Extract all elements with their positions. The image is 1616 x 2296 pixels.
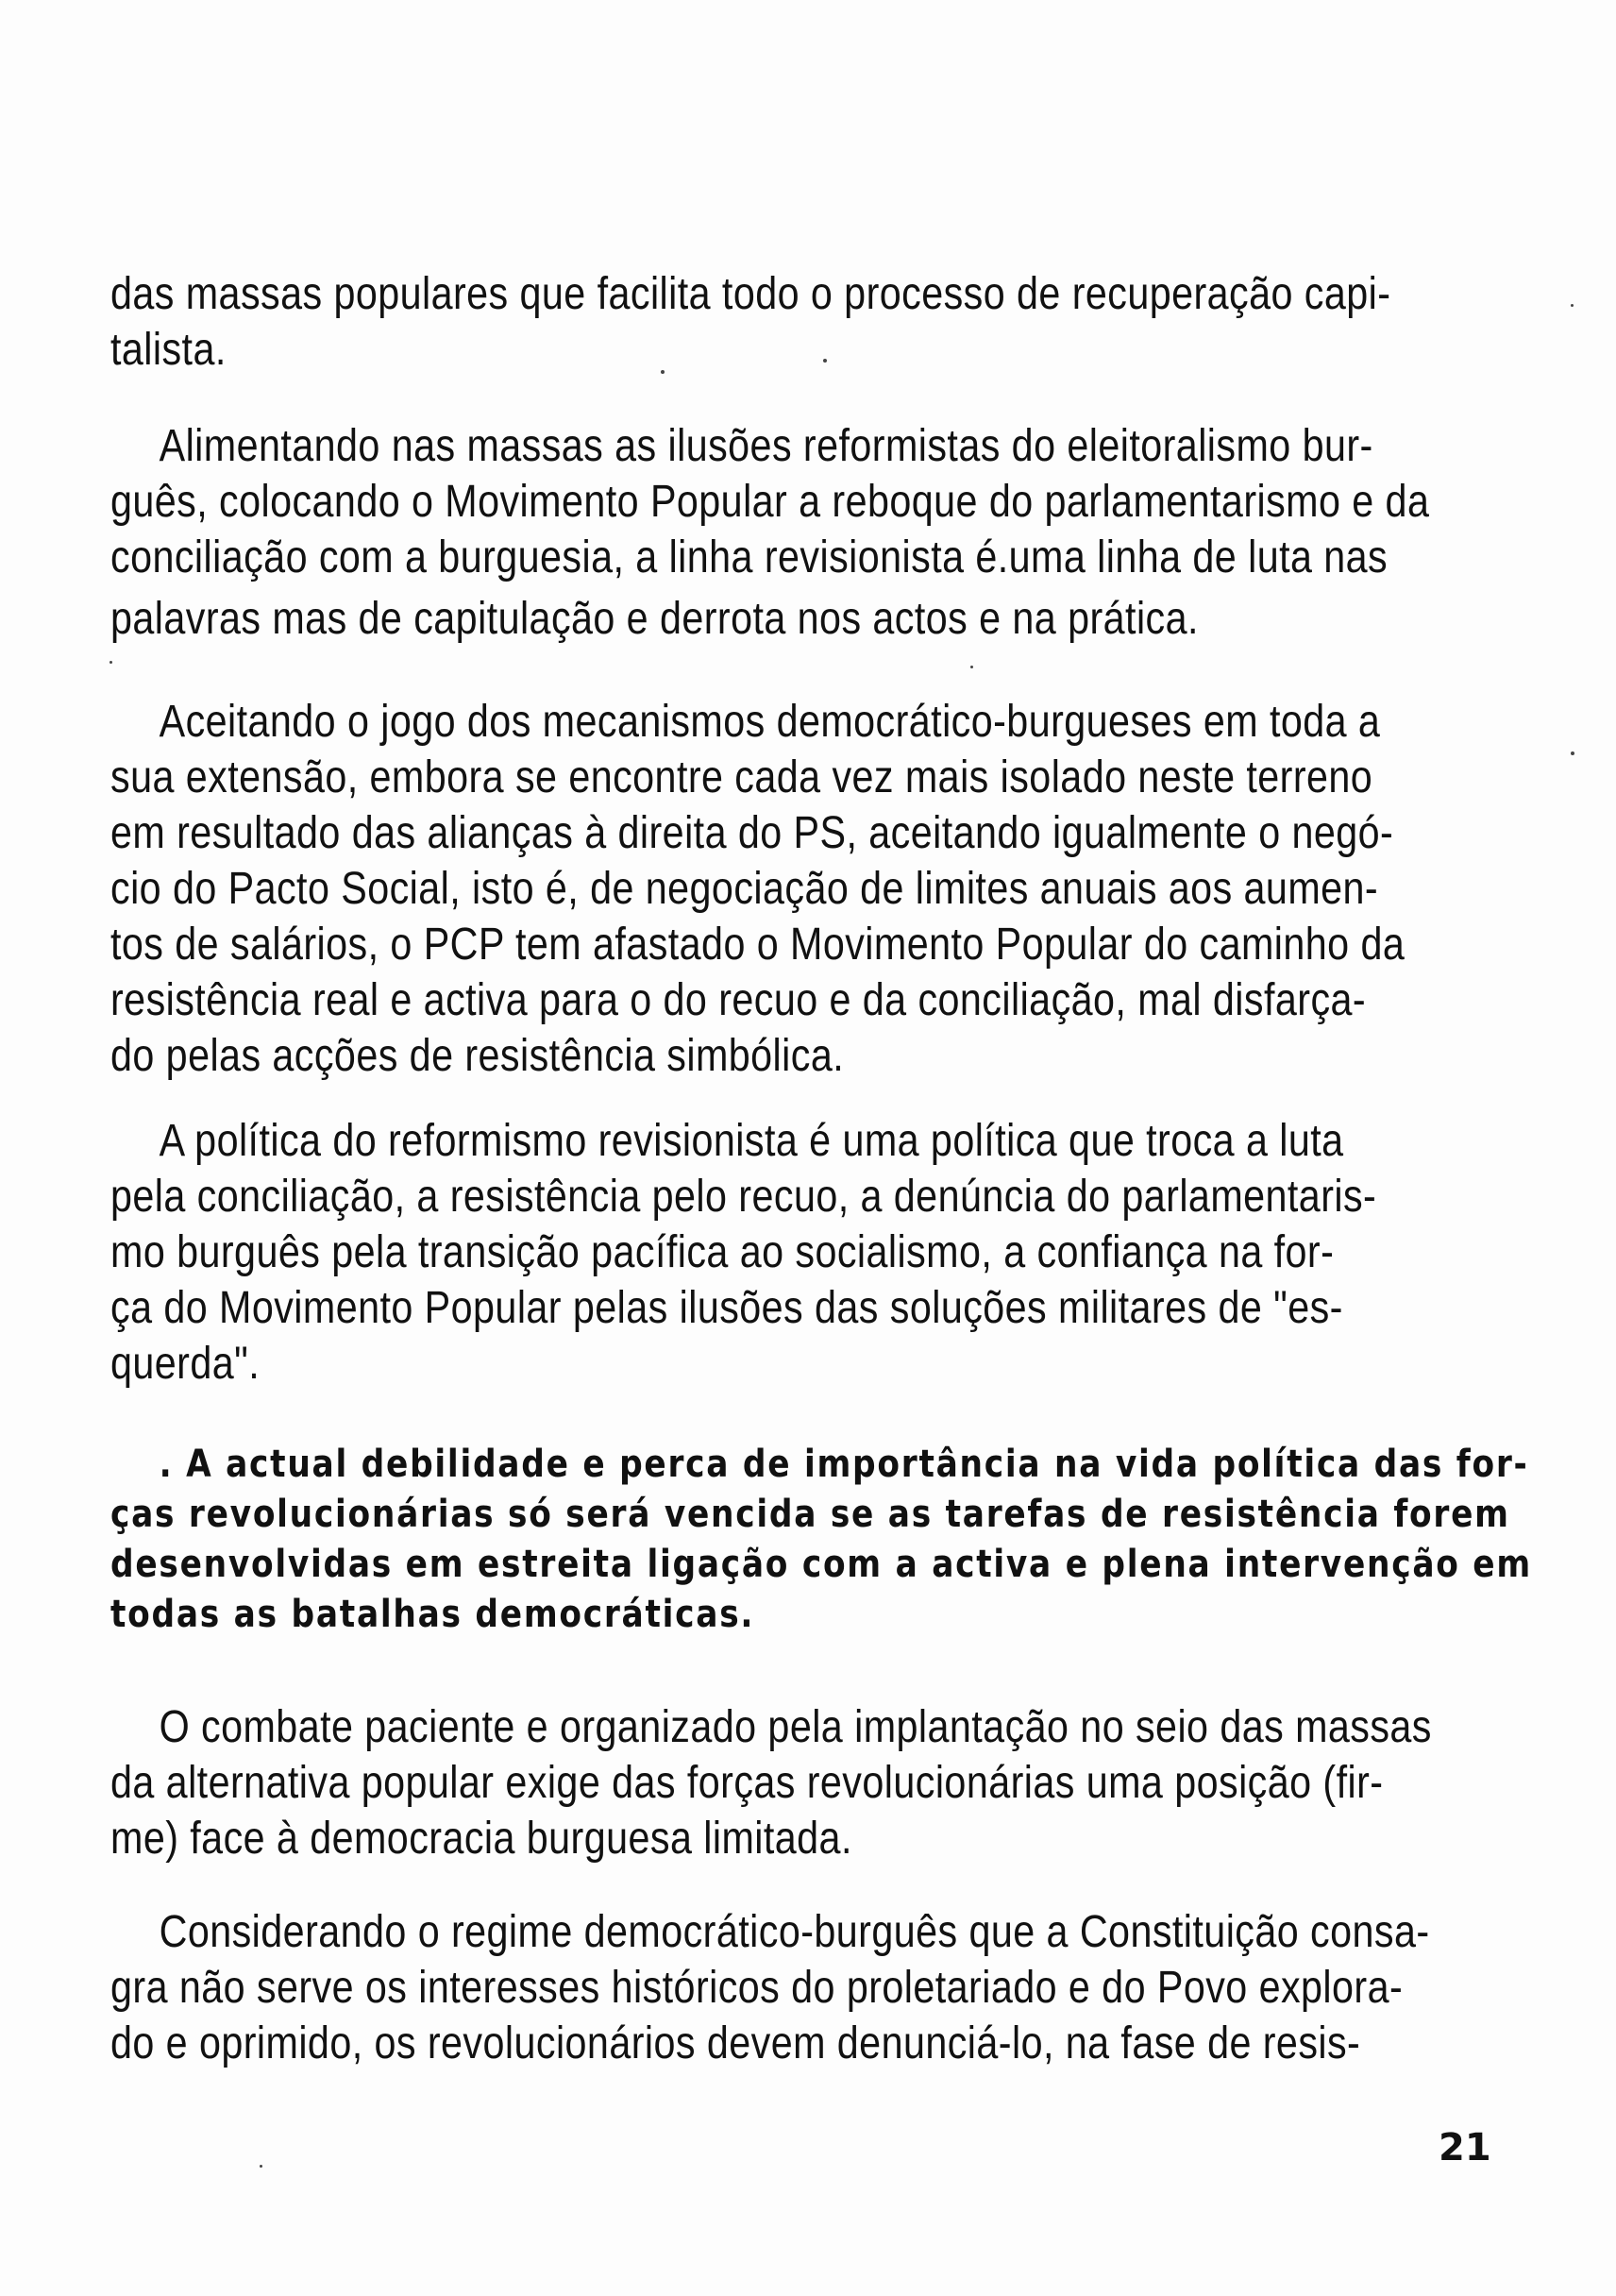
text-line: gra não serve os interesses históricos do proletariado e do Povo explora- bbox=[110, 1963, 1404, 2013]
text-line: pela conciliação, a resistência pelo recuo, a denúncia do parlamentaris- bbox=[110, 1172, 1377, 1222]
scan-speck bbox=[970, 666, 973, 668]
page-number: 21 bbox=[1439, 2126, 1491, 2169]
text-line: conciliação com a burguesia, a linha revisionista é.uma linha de luta nas bbox=[110, 532, 1389, 582]
text-line: ça do Movimento Popular pelas ilusões das soluções militares de "es- bbox=[110, 1283, 1343, 1333]
scan-speck bbox=[661, 370, 665, 374]
text-line: Alimentando nas massas as ilusões reformistas do eleitoralismo bur- bbox=[159, 421, 1373, 471]
text-line: guês, colocando o Movimento Popular a reboque do parlamentarismo e da bbox=[110, 477, 1430, 527]
text-line: me) face à democracia burguesa limitada. bbox=[110, 1814, 852, 1864]
scan-speck bbox=[1571, 751, 1574, 755]
paragraph-3 bbox=[110, 694, 1406, 1084]
paragraph-2 bbox=[110, 418, 1430, 647]
scan-speck bbox=[823, 359, 827, 363]
paragraph-6 bbox=[110, 1699, 1432, 1866]
text-line: todas as batalhas democráticas. bbox=[110, 1593, 755, 1636]
scan-speck bbox=[109, 661, 112, 664]
paragraph-1 bbox=[110, 266, 1391, 378]
text-line: sua extensão, embora se encontre cada vez mais isolado neste terreno bbox=[110, 752, 1373, 802]
text-line: em resultado das alianças à direita do PS, aceitando igualmente o negó- bbox=[110, 808, 1394, 858]
text-line: ças revolucionárias só será vencida se as tarefas de resistência forem bbox=[110, 1493, 1510, 1536]
text-line: cio do Pacto Social, isto é, de negociação de limites anuais aos aumen- bbox=[110, 864, 1379, 914]
scan-speck bbox=[1571, 304, 1574, 307]
text-line: Considerando o regime democrático-burguês que a Constituição consa- bbox=[159, 1907, 1430, 1957]
text-line: resistência real e activa para o do recuo e da conciliação, mal disfarça- bbox=[110, 975, 1367, 1025]
scan-speck bbox=[260, 2165, 262, 2168]
bold-paragraph bbox=[110, 1440, 1532, 1640]
text-line: O combate paciente e organizado pela implantação no seio das massas bbox=[159, 1702, 1432, 1752]
paragraph-4 bbox=[110, 1113, 1377, 1392]
text-line: A política do reformismo revisionista é uma política que troca a luta bbox=[159, 1116, 1344, 1166]
text-line: . A actual debilidade e perca de importância na vida política das for- bbox=[159, 1443, 1529, 1486]
text-line: talista. bbox=[110, 325, 227, 375]
text-line: mo burguês pela transição pacífica ao socialismo, a confiança na for- bbox=[110, 1227, 1335, 1277]
text-line: das massas populares que facilita todo o processo de recuperação capi- bbox=[110, 269, 1391, 319]
text-line: Aceitando o jogo dos mecanismos democrático-burgueses em toda a bbox=[159, 697, 1381, 747]
text-line: do e oprimido, os revolucionários devem denunciá-lo, na fase de resis- bbox=[110, 2018, 1361, 2068]
text-line: querda". bbox=[110, 1339, 261, 1389]
text-line: tos de salários, o PCP tem afastado o Movimento Popular do caminho da bbox=[110, 920, 1406, 970]
paragraph-7 bbox=[110, 1904, 1430, 2071]
text-line: desenvolvidas em estreita ligação com a activa e plena intervenção em bbox=[110, 1543, 1532, 1586]
text-line: da alternativa popular exige das forças revolucionárias uma posição (fir- bbox=[110, 1758, 1384, 1808]
text-line: palavras mas de capitulação e derrota nos actos e na prática. bbox=[110, 594, 1199, 644]
text-line: do pelas acções de resistência simbólica. bbox=[110, 1031, 845, 1081]
